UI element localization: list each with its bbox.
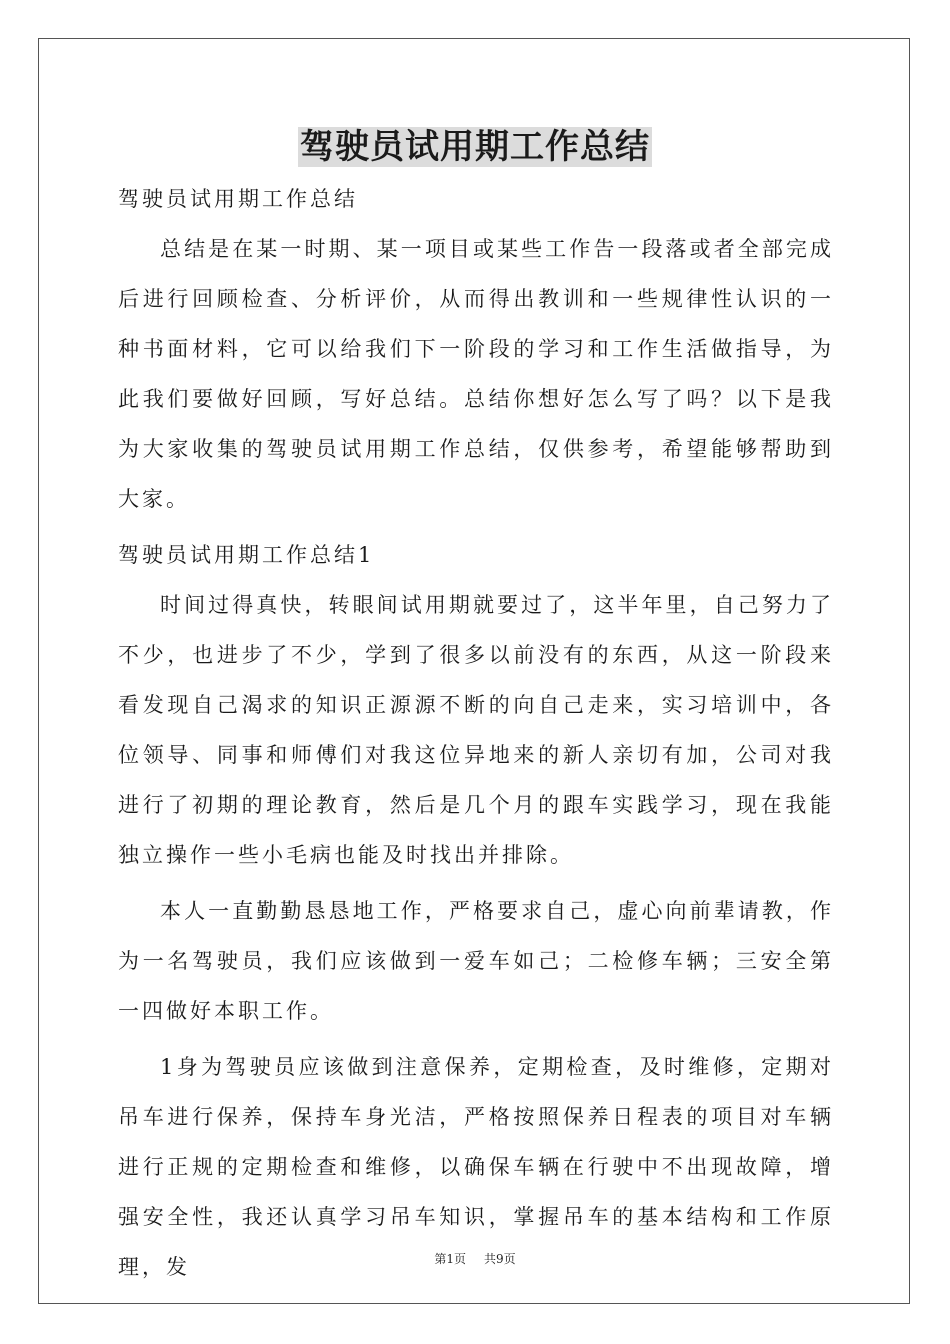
section-heading: 驾驶员试用期工作总结1 [118,543,375,567]
document-body [118,174,834,1298]
body-paragraph-3: 1身为驾驶员应该做到注意保养，定期检查，及时维修，定期对吊车进行保养，保持车身光洁，严格按照保养日程表的项目对车辆进行正规的定期检查和维修，以确保车辆在行驶中不出现故障，增强安全性，我还认真学习吊车知识，掌握吊车的基本结构和工作原理，发 [118,1055,834,1279]
document-subtitle: 驾驶员试用期工作总结 [118,187,358,211]
document-title [0,124,950,170]
body-paragraph-2: 本人一直勤勤恳恳地工作，严格要求自己，虚心向前辈请教，作为一名驾驶员，我们应该做到一爱车如己；二检修车辆；三安全第一四做好本职工作。 [118,899,834,1023]
intro-paragraph: 总结是在某一时期、某一项目或某些工作告一段落或者全部完成后进行回顾检查、分析评价，从而得出教训和一些规律性认识的一种书面材料，它可以给我们下一阶段的学习和工作生活做指导，为此我们要做好回顾，写好总结。总结你想好怎么写了吗？以下是我为大家收集的驾驶员试用期工作总结，仅供参考，希望能够帮助到大家。 [118,237,834,511]
body-paragraph-1: 时间过得真快，转眼间试用期就要过了，这半年里，自己努力了不少，也进步了不少，学到了很多以前没有的东西，从这一阶段来看发现自己渴求的知识正源源不断的向自己走来，实习培训中，各位领导、同事和师傅们对我这位异地来的新人亲切有加，公司对我进行了初期的理论教育，然后是几个月的跟车实践学习，现在我能独立操作一些小毛病也能及时找出并排除。 [118,593,834,867]
page-number-current: 第1页 [434,1252,466,1266]
page-number-total: 共9页 [484,1252,516,1266]
document-title-text: 驾驶员试用期工作总结 [300,127,650,167]
page-footer [0,1250,950,1267]
